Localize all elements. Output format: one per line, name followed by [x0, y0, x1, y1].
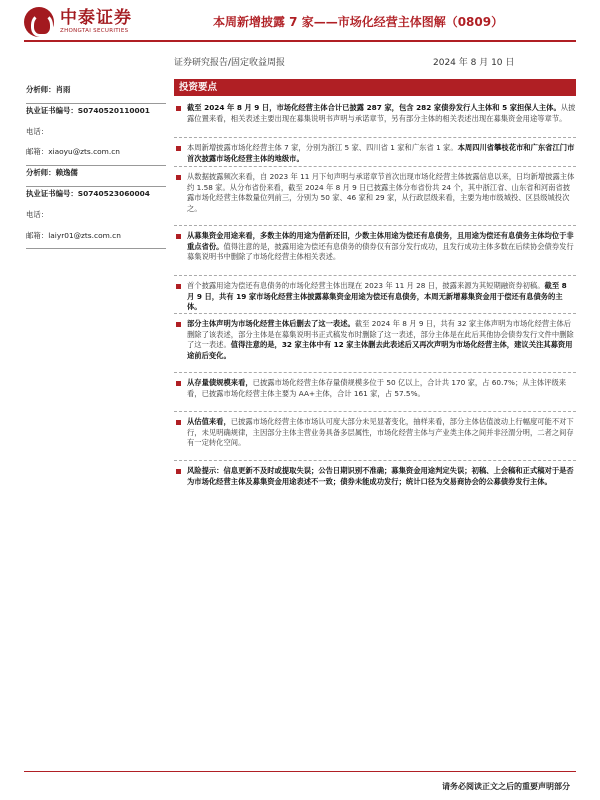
analyst-name: 肖雨	[55, 85, 71, 94]
paragraph-divider	[174, 275, 576, 276]
bullet-icon	[176, 469, 181, 474]
logo-name-cn: 中泰证券	[60, 7, 132, 28]
analyst-email[interactable]: laiyr01@zts.com.cn	[48, 230, 121, 240]
key-point-1: 截至 2024 年 8 月 9 日，市场化经营主体合计已披露 287 家，包含 282 家债券发行人主体和 5 家担保人主体。从披露位置来看，相关表述主要出现在募集说明书声明与承诺章节，另有部分主体的相关表述出现在募集资金用途等章节。	[174, 103, 576, 124]
key-point-7: 从存量债规模来看，已披露市场化经营主体存量债规模多位于 50 亿以上，合计共 170 家，占 60.7%；从主体评级来看，已披露市场化经营主体主要为 AA+主体，合计 161 家，占 57.5%。	[174, 378, 576, 399]
paragraph-divider	[174, 166, 576, 167]
analyst-email[interactable]: xiaoyu@zts.com.cn	[48, 147, 120, 157]
company-logo	[24, 6, 152, 38]
report-title: 本周新增披露 7 家——市场化经营主体图解（0809）	[213, 15, 504, 29]
analyst-cert: S0740523060004	[77, 188, 150, 198]
analyst-phone-row: 电话：	[26, 126, 49, 136]
analyst-email-row: 邮箱：xiaoyu@zts.com.cn	[26, 145, 166, 166]
paragraph-divider	[174, 137, 576, 138]
key-point-3: 从数据披露频次来看，自 2023 年 11 月下旬声明与承诺章节首次出现市场化经营主体披露信息以来，日均新增披露主体约 1.58 家。从分布省份来看，截至 2024 年 8 月 9 日已披露主体分布省份共 24 个，其中浙江省、山东省和河南省披露市场化经营主体数量位列前三，分别为 50 家、46 家和 29 家，从行政层级来看，主要为地市级城投、区县级城投次之。	[174, 172, 576, 214]
section-title: 投资要点	[174, 79, 576, 96]
bullet-icon	[176, 420, 181, 425]
report-date: 2024 年 8 月 10 日	[433, 58, 515, 68]
key-point-2: 本周新增披露市场化经营主体 7 家，分别为浙江 5 家、四川省 1 家和广东省 1 家。本周四川省攀枝花市和广东省江门市首次披露市场化经营主体的地级市。	[174, 143, 576, 164]
paragraph-divider	[174, 225, 576, 226]
paragraph-divider	[174, 372, 576, 373]
bullet-icon	[176, 381, 181, 386]
disclaimer-note: 请务必阅读正文之后的重要声明部分	[442, 782, 570, 791]
key-point-8: 从估值来看，已披露市场化经营主体市场认可度大部分未见显著变化，抽样来看，部分主体估值波动上行幅度可能不对下行，未见明确规律，主因部分主体主营业务具备多层属性，市场化经营主体与产业类主体之间并非泾渭分明，二者之间存有一定转化空间。	[174, 417, 576, 449]
key-point-6: 部分主体声明为市场化经营主体后删去了这一表述。截至 2024 年 8 月 9 日，共有 32 家主体声明为市场化经营主体后删除了该表述，部分主体是在募集说明书正式稿发布时删除了这一表述，部分主体是在此后其他协会债券发行文件中删除了这一表述。值得注意的是，32 家主体中有 12 家主体删去此表述后又再次声明为市场化经营主体，建议关注其募资用途前后变化。	[174, 319, 576, 361]
analyst-name-row: 分析师：赖逸儒	[26, 166, 166, 187]
bullet-icon	[176, 284, 181, 289]
analyst-panel	[26, 83, 166, 249]
analyst-name: 赖逸儒	[55, 168, 78, 178]
analyst-email-row: 邮箱：laiyr01@zts.com.cn	[26, 229, 166, 250]
bullet-icon	[176, 322, 181, 327]
analyst-cert-row: 执业证书编号：S0740523060004	[26, 188, 150, 198]
paragraph-divider	[174, 460, 576, 461]
bullet-icon	[176, 175, 181, 180]
logo-name-en: ZHONGTAI SECURITIES	[60, 27, 129, 34]
paragraph-divider	[174, 411, 576, 412]
footer-divider	[24, 771, 576, 772]
logo-icon	[24, 7, 54, 37]
bullet-icon	[176, 106, 181, 111]
bullet-icon	[176, 234, 181, 239]
report-type: 证券研究报告/固定收益周报	[174, 58, 286, 68]
analyst-cert-row: 执业证书编号：S0740520110001	[26, 105, 150, 115]
risk-warning: 风险提示：信息更新不及时或提取失误；公告日期识别不准确；募集资金用途判定失误；初稿、上会稿和正式稿对于是否为市场化经营主体及募集资金用途表述不一致；债券未能成功发行；统计口径为交易商协会的公募债券发行主体。	[174, 466, 576, 487]
bullet-icon	[176, 146, 181, 151]
key-point-5: 首个披露用途为偿还有息债务的市场化经营主体出现在 2023 年 11 月 28 日，披露来源为其短期融资券初稿。截至 8 月 9 日，共有 19 家市场化经营主体披露募集资金用途为偿还有息债务，本周无新增募集资金用于偿还有息债务的主体。	[174, 281, 576, 313]
paragraph-divider	[174, 313, 576, 314]
analyst-phone-row: 电话：	[26, 209, 49, 219]
key-point-4: 从募集资金用途来看，多数主体的用途为借新还旧，少数主体用途为偿还有息债务，且用途为偿还有息债务主体均位于非重点省份。值得注意的是，披露用途为偿还有息债务的债券仅有部分发行成功，且发行成功主体多数在后续协会债券发行募集说明书中删除了市场化经营主体相关表述。	[174, 231, 576, 263]
analyst-cert: S0740520110001	[77, 105, 150, 115]
header-divider	[24, 40, 576, 42]
analyst-name-row: 分析师：肖雨	[26, 83, 166, 104]
